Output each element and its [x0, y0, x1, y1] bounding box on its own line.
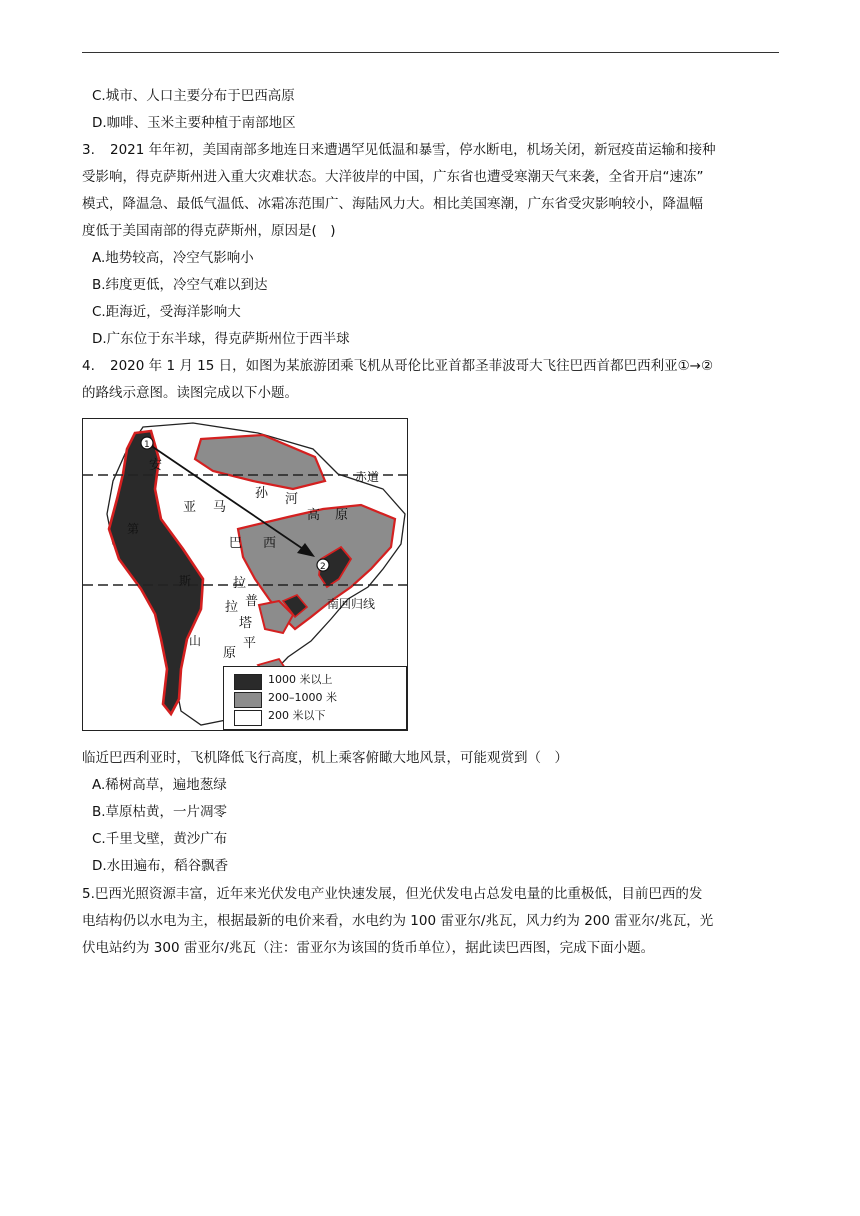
q5-stem-line-2: 电结构仍以水电为主，根据最新的电价来看，水电约为 100 雷亚尔/兆瓦，风力约为 200 雷亚尔/兆瓦，光 [82, 913, 714, 929]
q4-stem-line-1: 4. 2020 年 1 月 15 日，如图为某旅游团乘飞机从哥伦比亚首都圣菲波哥大飞往巴西首都巴西利亚①→② [82, 358, 714, 374]
q4-option-b[interactable]: B.草原枯黄，一片凋零 [92, 804, 228, 820]
q3-stem-line-1: 3. 2021 年年初，美国南部多地连日来遭遇罕见低温和暴雪，停水断电，机场关闭，新冠疫苗运输和接种 [82, 142, 716, 158]
point-1-marker [141, 437, 153, 449]
legend-label-high: 1000 米以上 [268, 673, 333, 686]
q3-number: 3. [82, 142, 95, 158]
map-label-xi: 西 [263, 536, 277, 551]
q3-option-d[interactable]: D.广东位于东半球，得克萨斯州位于西半球 [92, 331, 350, 347]
map-label-ya: 亚 [183, 500, 197, 515]
map-label-si: 斯 [179, 574, 192, 588]
q4-option-d[interactable]: D.水田遍布，稻谷飘香 [92, 858, 229, 874]
q4-question: 临近巴西利亚时，飞机降低飞行高度，机上乘客俯瞰大地风景，可能观赏到（ ） [82, 750, 568, 766]
q4-option-a[interactable]: A.稀树高草，遍地葱绿 [92, 777, 227, 793]
map-label-ma: 马 [213, 500, 227, 515]
legend-label-mid: 200–1000 米 [268, 691, 337, 704]
q3-option-c[interactable]: C.距海近，受海洋影响大 [92, 304, 241, 320]
map-label-pu: 普 [245, 594, 259, 609]
map-label-yuan2: 原 [223, 646, 237, 661]
q5-stem-line-3: 伏电站约为 300 雷亚尔/兆瓦（注：雷亚尔为该国的货币单位），据此读巴西图，完成下面小题。 [82, 940, 655, 956]
q3-stem-line-4: 度低于美国南部的得克萨斯州，原因是( ) [82, 223, 336, 239]
q3-stem-line-3: 模式，降温急、最低气温低、冰霜冻范围广、海陆风力大。相比美国寒潮，广东省受灾影响较小，降温幅 [82, 196, 703, 212]
map-label-la1: 拉 [233, 576, 247, 591]
legend-swatch-high [234, 674, 262, 690]
map-label-yuan: 原 [335, 508, 349, 523]
q2-option-d[interactable]: D.咖啡、玉米主要种植于南部地区 [92, 115, 296, 131]
q4-option-c[interactable]: C.千里戈壁，黄沙广布 [92, 831, 228, 847]
tropic-label: 南回归线 [327, 597, 376, 611]
map-label-ta: 塔 [239, 616, 253, 631]
map-label-an: 安 [149, 458, 163, 473]
map-legend [223, 666, 407, 730]
map-label-gao: 高 [307, 508, 321, 523]
q3-option-b[interactable]: B.纬度更低，冷空气难以到达 [92, 277, 268, 293]
map-label-shan: 山 [189, 634, 202, 648]
equator-label: 赤道 [355, 470, 380, 484]
map-label-di: 第 [127, 522, 140, 536]
header-rule [82, 52, 779, 53]
q3-stem-line-2: 受影响，得克萨斯州进入重大灾难状态。大洋彼岸的中国，广东省也遭受寒潮天气来袭，全省开启“速冻” [82, 169, 704, 185]
legend-label-low: 200 米以下 [268, 709, 326, 722]
map-label-he: 河 [285, 492, 299, 507]
legend-swatch-low [234, 710, 262, 726]
q5-stem-line-1: 5.巴西光照资源丰富，近年来光伏发电产业快速发展，但光伏发电占总发电量的比重极低，目前巴西的发 [82, 886, 703, 902]
q3-option-a[interactable]: A.地势较高，冷空气影响小 [92, 250, 254, 266]
map-point-2-label: 2 [320, 562, 326, 572]
map-label-ba: 巴 [229, 536, 243, 551]
map-point-1-label: 1 [144, 440, 150, 450]
map-label-ping: 平 [243, 636, 257, 651]
point-2-marker [317, 559, 329, 571]
q4-number: 4. [82, 358, 95, 374]
south-america-map [82, 418, 408, 731]
map-label-sun: 孙 [255, 486, 269, 501]
q4-stem-line-2: 的路线示意图。读图完成以下小题。 [82, 385, 298, 401]
q2-option-c[interactable]: C.城市、人口主要分布于巴西高原 [92, 88, 295, 104]
legend-swatch-mid [234, 692, 262, 708]
map-label-la2: 拉 [225, 600, 239, 615]
